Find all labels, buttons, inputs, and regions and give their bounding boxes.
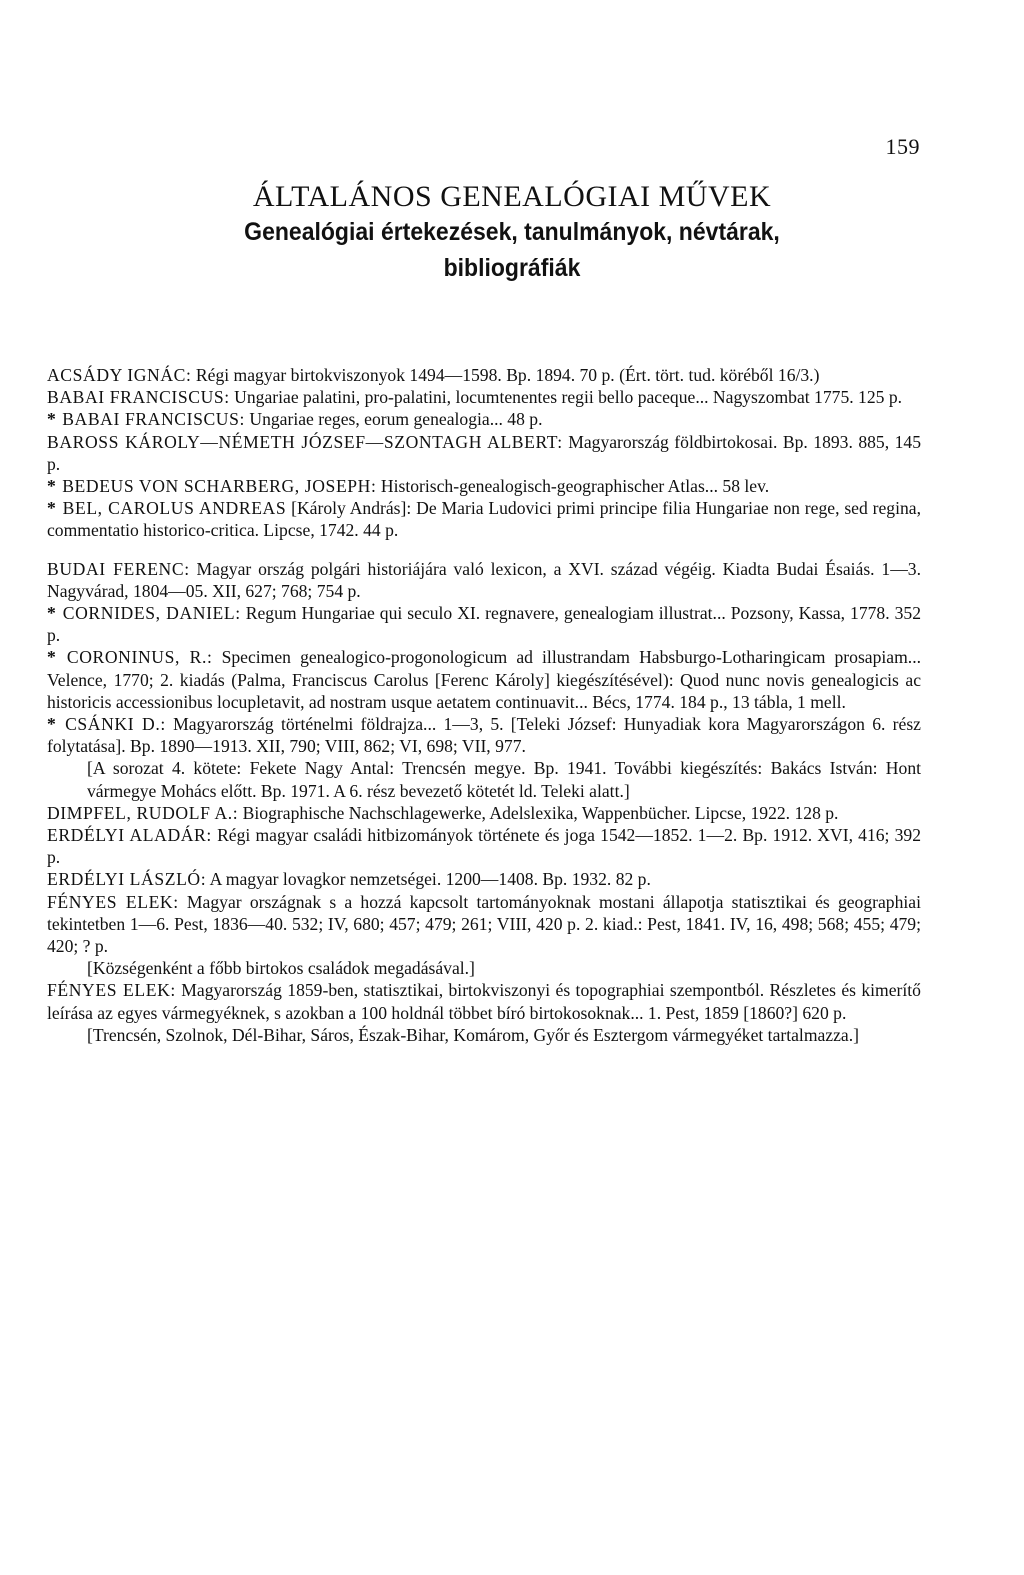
bibliography-entry <box>47 979 921 1023</box>
entry-author: BAROSS KÁROLY—NÉMETH JÓZSEF—SZONTAGH ALBERT: <box>47 431 563 452</box>
entry-text: Magyarország történelmi földrajza... 1—3, 5. [Teleki József: Hunyadiak kora Magyarországon 6. rész folytatása]. Bp. 1890—1913. XII, 790; VIII, 862; VI, 698; VII, 977. <box>47 714 921 757</box>
bibliography-entry <box>47 558 921 602</box>
bibliography-entry <box>47 408 921 430</box>
entry-text: Ungariae reges, eorum genealogia... 48 p. <box>244 409 543 430</box>
entry-text: Specimen genealogico-progonologicum ad illustrandam Habsburgo-Lotharingicam prosapiam... Velence, 1770; 2. kiadás (Palma, Franciscus Carolus [Ferenc Károly] kiegészítésével): Quod nunc novis genealogicis ac historicis accessionibus locupletavit, ad nostram usque aetatem continuavit... Bécs, 1774. 184 p., 13 tábla, 1 mell. <box>47 647 921 712</box>
bibliography-entry <box>47 602 921 646</box>
entry-text: Régi magyar családi hitbizományok története és joga 1542—1852. 1—2. Bp. 1912. XVI, 416; 392 p. <box>47 825 921 868</box>
entry-author: BEL, CAROLUS ANDREAS <box>62 498 287 519</box>
entry-author: ERDÉLYI ALADÁR: <box>47 825 212 846</box>
section-subtitle-line-1: Genealógiai értekezések, tanulmányok, névtárak, <box>244 218 780 246</box>
bibliography-entry <box>47 713 921 757</box>
asterisk-marker: * <box>47 647 56 668</box>
entry-note: [Községenként a főbb birtokos családok megadásával.] <box>87 958 475 979</box>
entry-note: [A sorozat 4. kötete: Fekete Nagy Antal: Trencsén megye. Bp. 1941. További kiegészítés: Bakács István: Hont vármegye Mohács előtt. Bp. 1971. A 6. rész bevezető kötetét ld. Teleki alatt.] <box>87 758 921 801</box>
asterisk-marker: * <box>47 498 56 519</box>
bibliography-entry <box>47 475 921 497</box>
bibliography-entry <box>47 824 921 868</box>
entry-text: Magyarország földbirtokosai. Bp. 1893. 885, 145 p. <box>47 431 921 474</box>
entry-author: BABAI FRANCISCUS: <box>62 409 245 430</box>
bibliography-entry <box>47 646 921 713</box>
section-heading <box>0 180 1024 286</box>
entry-author: CSÁNKI D.: <box>65 714 166 735</box>
entry-author: BABAI FRANCISCUS: <box>47 387 230 408</box>
bibliography-list <box>47 364 921 1046</box>
entry-text: Magyar országnak s a hozzá kapcsolt tartományoknak mostani állapotja statisztikai és geographiai tekintetben 1—6. Pest, 1836—40. 532; IV, 680; 457; 479; 261; VIII, 420 p. 2. kiad.: Pest, 1841. IV, 16, 498; 568; 455; 479; 420; ? p. <box>47 891 921 957</box>
entry-author: CORNIDES, DANIEL: <box>62 603 241 624</box>
asterisk-marker: * <box>47 714 56 735</box>
entry-text: A magyar lovagkor nemzetségei. 1200—1408. Bp. 1932. 82 p. <box>206 869 651 890</box>
entry-author: BEDEUS VON SCHARBERG, JOSEPH: <box>62 476 377 497</box>
bibliography-entry <box>47 868 921 890</box>
entry-author: ACSÁDY IGNÁC: <box>47 365 192 385</box>
bibliography-entry <box>47 364 921 386</box>
section-title: ÁLTALÁNOS GENEALÓGIAI MŰVEK <box>252 180 772 213</box>
entry-author: BUDAI FERENC: <box>47 558 190 579</box>
bibliography-entry <box>47 497 921 541</box>
bibliography-entry <box>47 431 921 475</box>
asterisk-marker: * <box>47 476 56 497</box>
entry-author: FÉNYES ELEK: <box>47 980 176 1001</box>
entry-note: [Trencsén, Szolnok, Dél-Bihar, Sáros, Észak-Bihar, Komárom, Győr és Esztergom vármegyéket tartalmazza.] <box>87 1024 859 1045</box>
bibliography-entry <box>47 891 921 958</box>
entry-author: ERDÉLYI LÁSZLÓ: <box>47 869 207 890</box>
entry-text: Magyar ország polgári historiájára való lexicon, a XVI. század végéig. Kiadta Budai Ésaiás. 1—3. Nagyvárad, 1804—05. XII, 627; 768; 754 p. <box>47 558 921 601</box>
bibliography-entry <box>47 386 921 408</box>
entry-author: CORONINUS, R.: <box>66 647 213 668</box>
entry-text: [Károly András]: De Maria Ludovici primi principe filia Hungariae non rege, sed regina, commentatio historico-critica. Lipcse, 1742. 44 p. <box>47 498 921 541</box>
section-subtitle-line-2: bibliográfiák <box>443 254 581 282</box>
asterisk-marker: * <box>47 603 56 624</box>
entry-text: Magyarország 1859-ben, statisztikai, birtokviszonyi és topographiai szempontból. Részletes és kimerítő leírása az egyes vármegyéknek, s azokban a 100 holdnál többet bíró birtokosoknak... 1. Pest, 1859 [1860?] 620 p. <box>47 980 921 1023</box>
entry-text: Biographische Nachschlagewerke, Adelslexika, Wappenbücher. Lipcse, 1922. 128 p. <box>238 802 839 823</box>
entry-text: Régi magyar birtokviszonyok 1494—1598. Bp. 1894. 70 p. (Ért. tört. tud. köréből 16/3.) <box>191 365 820 385</box>
page-number: 159 <box>885 134 920 159</box>
entry-text: Regum Hungariae qui seculo XI. regnavere, genealogiam illustrat... Pozsony, Kassa, 1778. 352 p. <box>47 603 921 646</box>
entry-text: Ungariae palatini, pro-palatini, locumtenentes regii bello paceque... Nagyszombat 1775. 125 p. <box>229 387 903 408</box>
entry-author: DIMPFEL, RUDOLF A.: <box>47 802 239 823</box>
entry-text: Historisch-genealogisch-geographischer Atlas... 58 lev. <box>376 476 770 497</box>
entry-author: FÉNYES ELEK: <box>47 891 179 912</box>
asterisk-marker: * <box>47 409 56 430</box>
bibliography-entry <box>47 802 921 824</box>
